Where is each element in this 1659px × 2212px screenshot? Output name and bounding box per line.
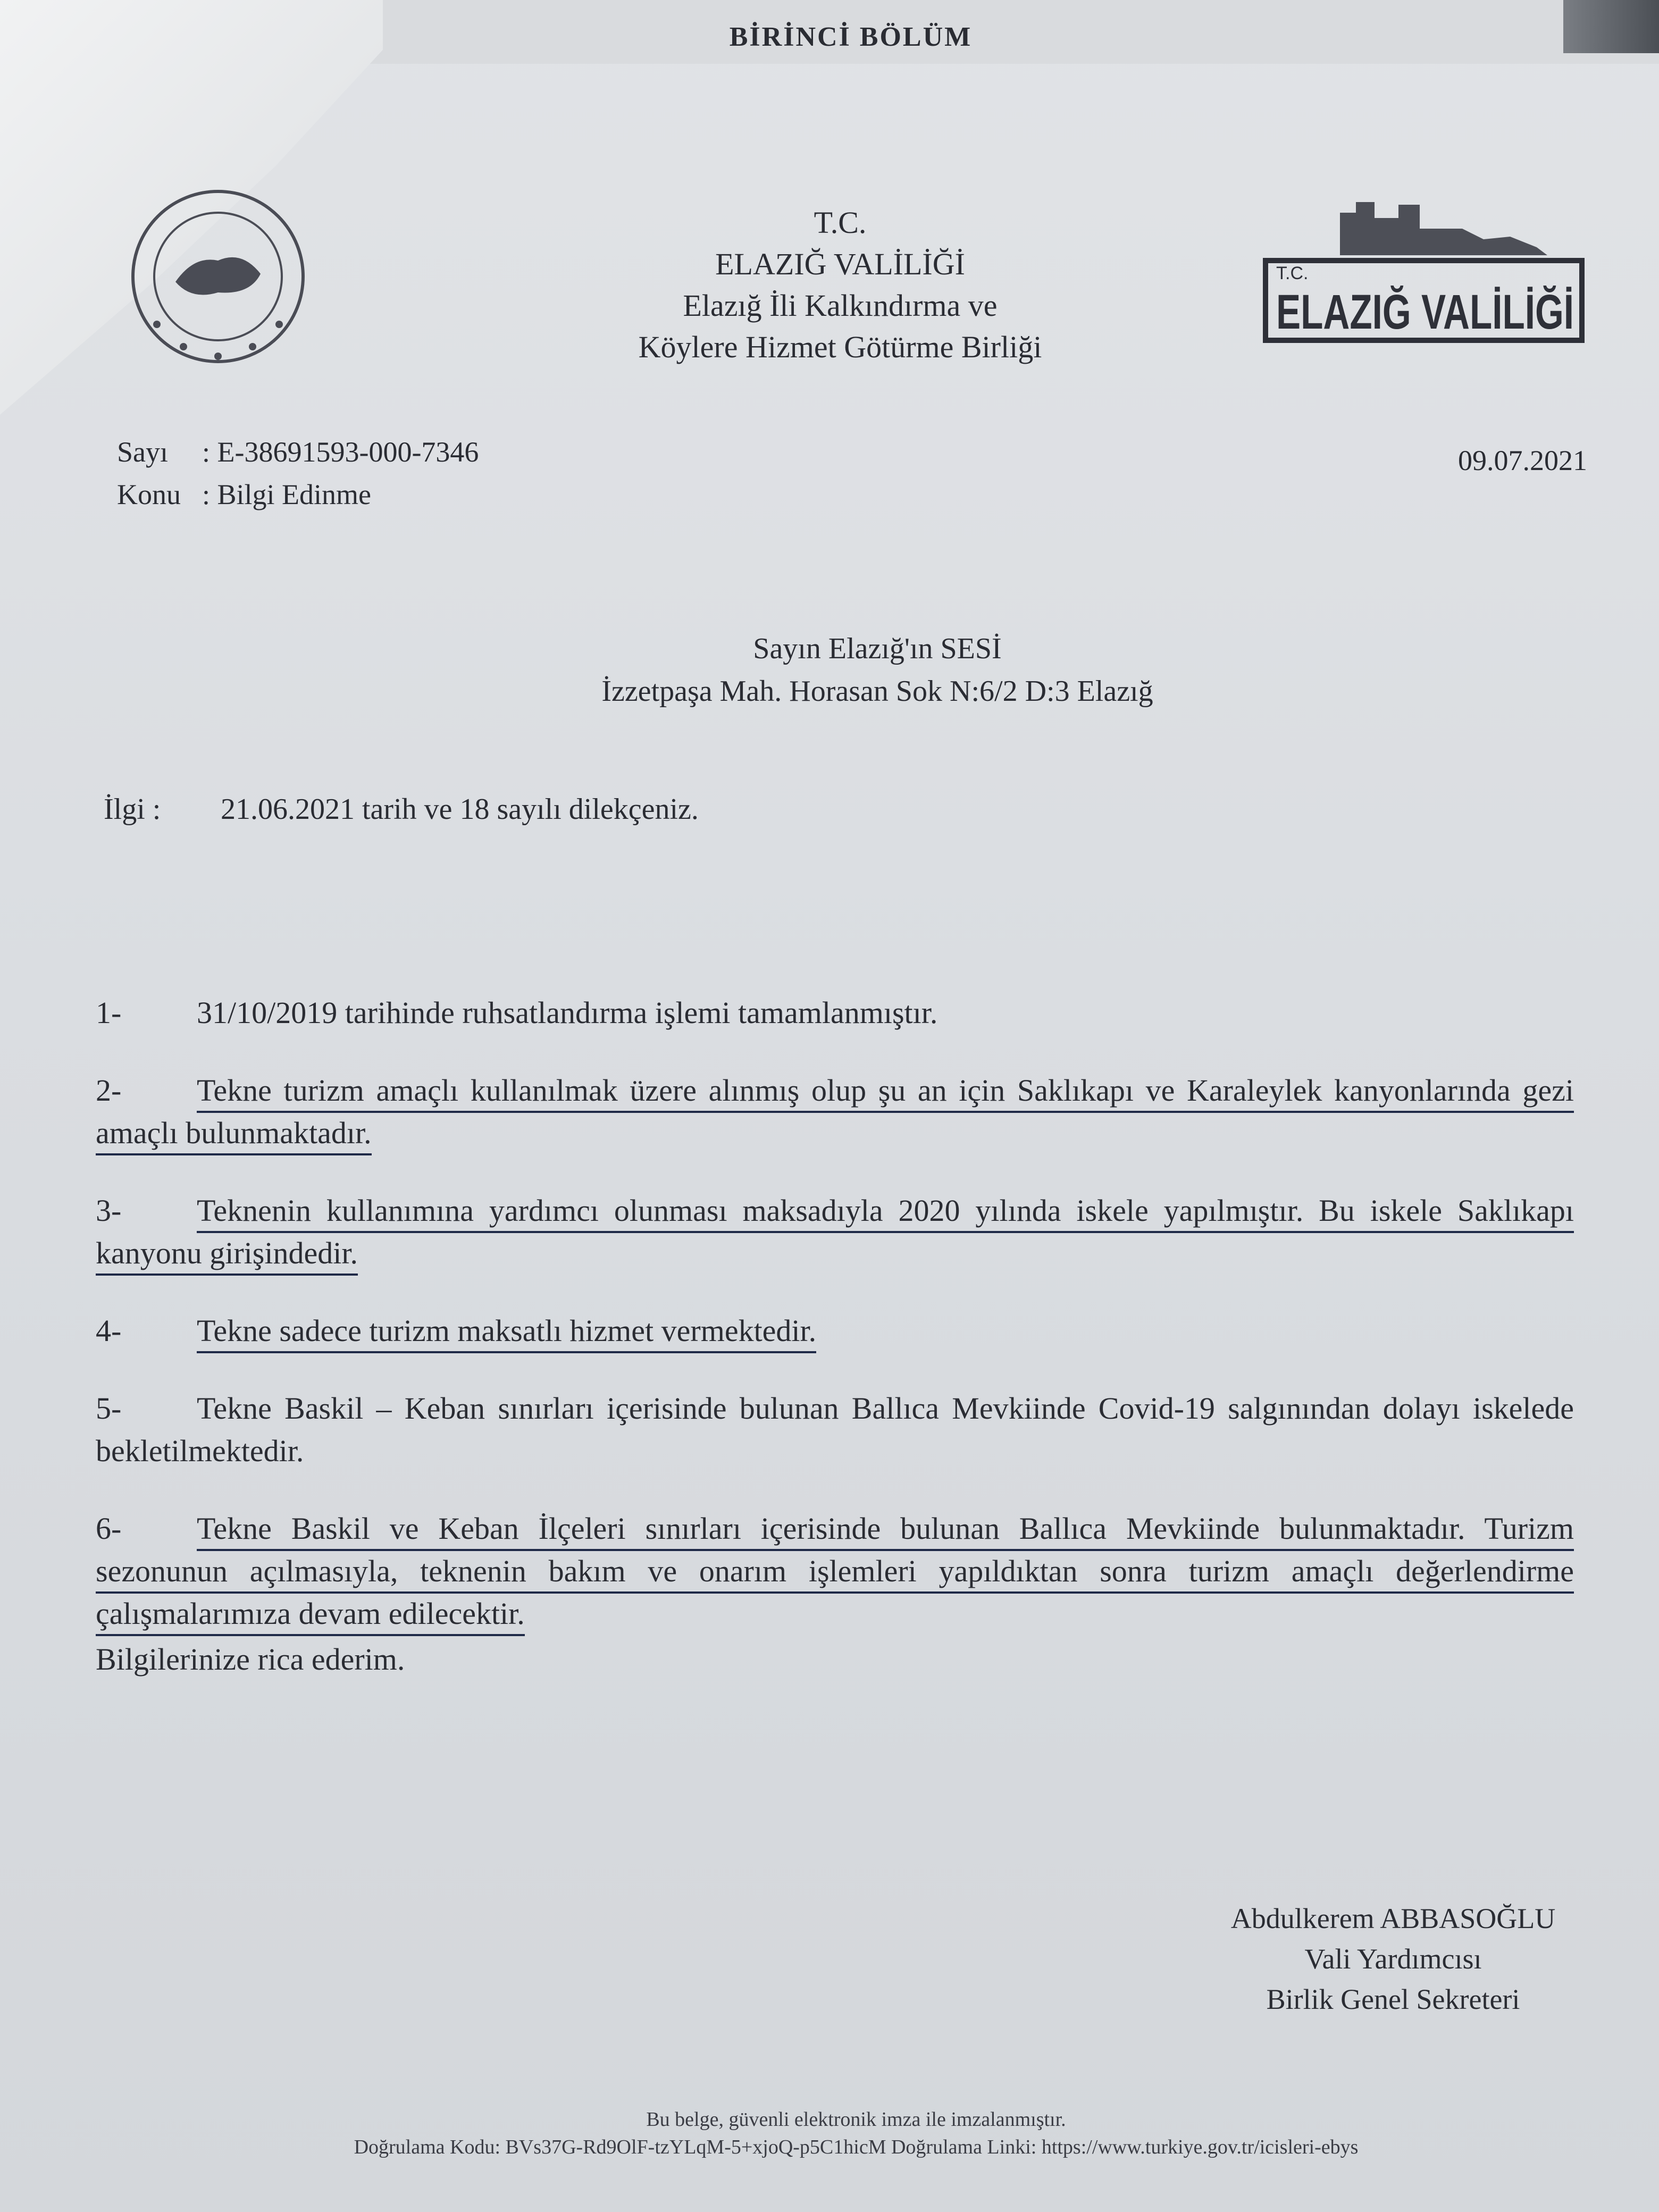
list-item (96, 1507, 1574, 1635)
item-text: 31/10/2019 tarihinde ruhsatlandırma işlemi tamamlanmıştır. (197, 995, 938, 1030)
numbered-items (96, 992, 1574, 1681)
recipient-name: Sayın Elazığ'ın SESİ (753, 632, 1002, 665)
e-signature-note: Bu belge, güvenli elektronik imza ile imzalanmıştır. (646, 2108, 1066, 2131)
sayi-value: : E-38691593-000-7346 (202, 436, 479, 468)
list-item (96, 1189, 1574, 1275)
item-text-underlined: Tekne sadece turizm maksatlı hizmet vermektedir. (197, 1313, 816, 1353)
reference-line (104, 792, 699, 826)
logo-small-text: T.C. (1276, 263, 1309, 283)
konu-value: : Bilgi Edinme (202, 479, 371, 510)
header-line-governorship: ELAZIĞ VALİLİĞİ (715, 247, 965, 281)
item-text-underlined: Tekne Baskil ve Keban İlçeleri sınırları içerisinde bulunan Ballıca Mevkiinde bulunmaktadır. Turizm sezonunun açılmasıyla, teknenin bakım ve onarım işlemleri yapıldıktan sonra turizm amaçlı değerlendirme çalışmalarımıza devam edilecektir. (96, 1511, 1574, 1636)
document-meta (117, 431, 479, 516)
list-item (96, 1069, 1574, 1154)
item-number: 3- (96, 1193, 122, 1228)
recipient-block (468, 627, 1287, 713)
signatory-title-2: Birlik Genel Sekreteri (1266, 1983, 1520, 2015)
header-line-union-2: Köylere Hizmet Götürme Birliği (638, 330, 1042, 364)
elazig-governorship-logo (1260, 181, 1585, 346)
item-text-underlined: Teknenin kullanımına yardımcı olunması maksadıyla 2020 yılında iskele yapılmıştır. Bu iskele Saklıkapı kanyonu girişindedir. (96, 1193, 1574, 1276)
header-line-tc: T.C. (814, 205, 867, 240)
background-edge (1563, 0, 1659, 53)
item-number: 2- (96, 1073, 122, 1108)
konu-label: Konu (117, 479, 181, 510)
item-number: 5- (96, 1391, 122, 1426)
item-number: 6- (96, 1511, 122, 1546)
signatory-title-1: Vali Yardımcısı (1304, 1943, 1482, 1975)
list-item (96, 1310, 1574, 1352)
list-item (96, 1387, 1574, 1472)
ministry-seal-icon (125, 181, 311, 372)
issuer-header (479, 202, 1202, 368)
closing-line: Bilgilerinize rica ederim. (96, 1642, 405, 1677)
verification-footer (191, 2106, 1521, 2161)
sayi-row (117, 431, 479, 473)
section-heading: BİRİNCİ BÖLÜM (729, 22, 973, 52)
item-number: 1- (96, 995, 122, 1030)
logo-name-text: ELAZIĞ VALİLİĞİ (1276, 285, 1574, 339)
signature-block (1127, 1898, 1659, 2020)
document-date: 09.07.2021 (1458, 445, 1587, 476)
reference-label: İlgi : (104, 793, 161, 826)
reference-text: 21.06.2021 tarih ve 18 sayılı dilekçeniz. (221, 793, 699, 826)
item-text: Tekne Baskil – Keban sınırları içerisinde bulunan Ballıca Mevkiinde Covid-19 salgınından dolayı iskelede bekletilmektedir. (96, 1391, 1574, 1468)
signatory-name: Abdulkerem ABBASOĞLU (1230, 1903, 1556, 1934)
castle-icon (1260, 181, 1585, 346)
konu-row (117, 473, 479, 516)
list-item (96, 992, 1574, 1034)
header-line-union-1: Elazığ İli Kalkındırma ve (683, 288, 998, 323)
item-number: 4- (96, 1313, 122, 1348)
sayi-label: Sayı (117, 436, 169, 468)
recipient-address: İzzetpaşa Mah. Horasan Sok N:6/2 D:3 Elazığ (601, 675, 1153, 708)
item-text-underlined: Tekne turizm amaçlı kullanılmak üzere alınmış olup şu an için Saklıkapı ve Karaleylek kanyonlarında gezi amaçlı bulunmaktadır. (96, 1073, 1574, 1155)
verification-code-line: Doğrulama Kodu: BVs37G-Rd9OlF-tzYLqM-5+xjoQ-p5C1hicM Doğrulama Linki: https://www.turkiye.gov.tr/icisleri-ebys (354, 2136, 1359, 2158)
